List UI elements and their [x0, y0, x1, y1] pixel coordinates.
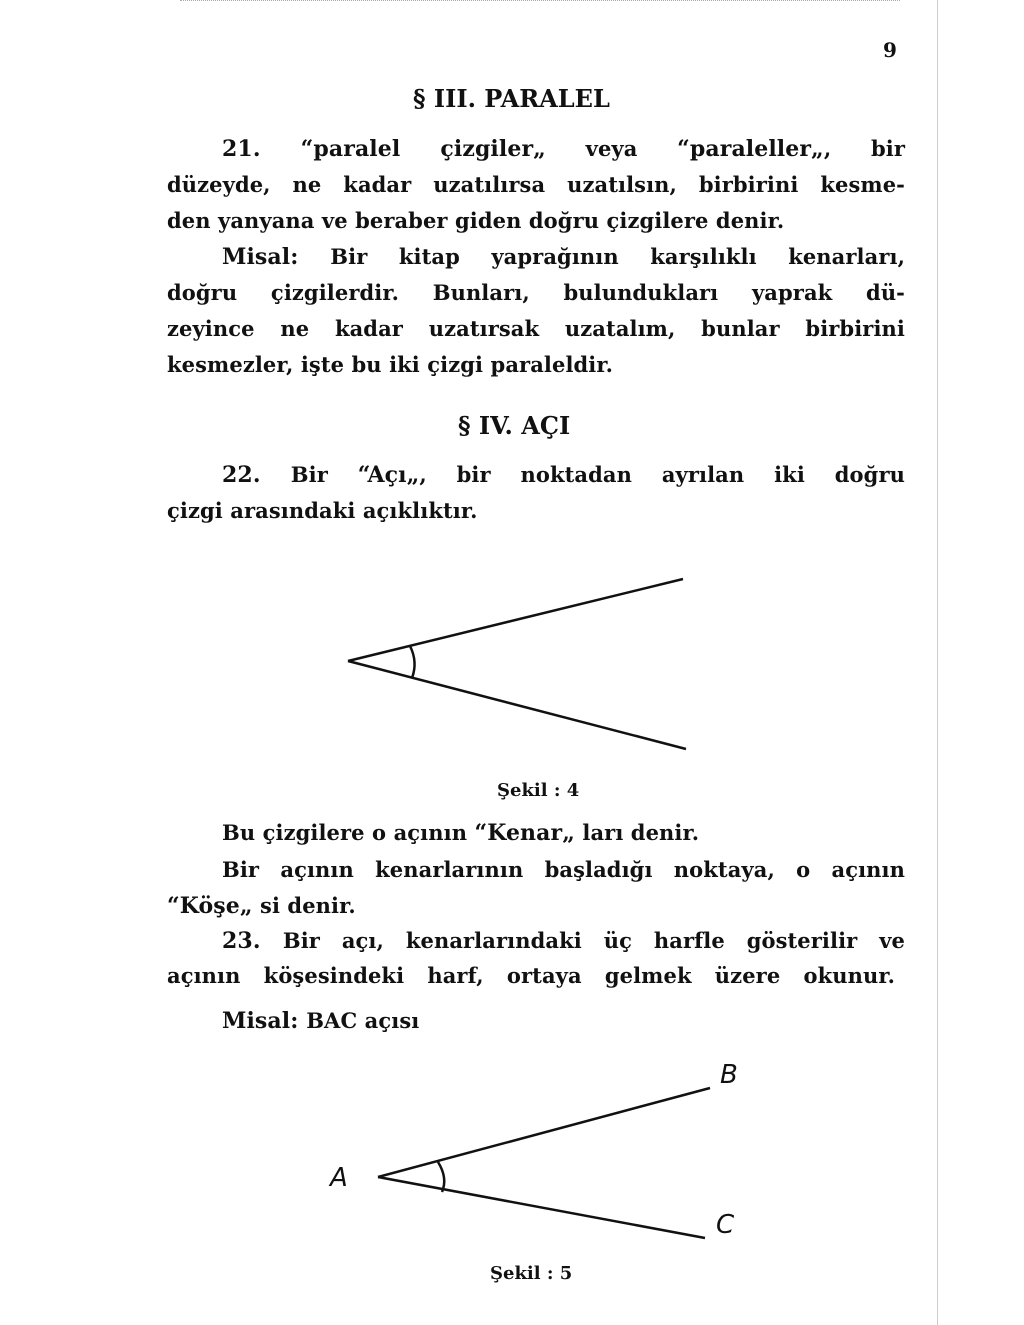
emphasized-term: “Açı„ — [357, 462, 420, 488]
text-segment: zeyince ne kadar uzatırsak uzatalım, bunlar birbirini — [167, 316, 905, 341]
text-segment: kesmezler, işte bu iki çizgi paraleldir. — [167, 352, 614, 377]
point-label-b: B — [720, 1060, 738, 1090]
emphasized-term: “paraleller„ — [677, 136, 824, 162]
emphasized-term: “paralel çizgiler„ — [300, 136, 546, 162]
section-heading-aci: § IV. AÇI — [458, 411, 571, 440]
emphasized-term: “Kenar„ — [474, 820, 575, 846]
text-segment: Bir — [290, 462, 358, 487]
emphasized-term: 23. — [222, 928, 283, 954]
section-heading-paralel: § III. PARALEL — [413, 84, 610, 113]
text-segment: veya — [545, 136, 678, 161]
figure-4-caption: Şekil : 4 — [497, 780, 580, 801]
text-segment: düzeyde, ne kadar uzatılırsa uzatılsın, birbirini kesme- — [167, 172, 905, 197]
text-segment: si denir. — [252, 893, 356, 918]
text-segment: BAC açısı — [306, 1008, 420, 1033]
figure-4-angle — [348, 579, 686, 749]
point-label-a: A — [330, 1163, 348, 1193]
text-segment: , bir noktadan ayrılan iki doğru — [419, 462, 905, 487]
emphasized-term: “Köşe„ — [167, 893, 253, 919]
emphasized-term: Misal: — [222, 1008, 307, 1034]
page-number: 9 — [883, 38, 897, 62]
emphasized-term: 21. — [222, 136, 301, 162]
text-segment: Bir açının kenarlarının başladığı noktaya, o açının — [222, 857, 905, 882]
emphasized-term: Misal: — [222, 244, 331, 270]
text-segment: çizgi arasındaki açıklıktır. — [167, 498, 478, 523]
emphasized-term: 22. — [222, 462, 291, 488]
text-segment: Bu çizgilere o açının — [222, 820, 475, 845]
text-segment: doğru çizgilerdir. Bunları, bulundukları yaprak dü- — [167, 280, 905, 305]
point-label-c: C — [716, 1210, 735, 1240]
figure-5-caption: Şekil : 5 — [490, 1263, 573, 1284]
text-segment: ları denir. — [574, 820, 700, 845]
text-segment: Bir kitap yaprağının karşılıklı kenarları, — [330, 244, 905, 269]
text-segment: den yanyana ve beraber giden doğru çizgilere denir. — [167, 208, 785, 233]
figure-5-angle-bac — [378, 1088, 710, 1238]
text-segment: Bir açı, kenarlarındaki üç harfle gösterilir ve — [282, 928, 905, 953]
text-segment: açının köşesindeki harf, ortaya gelmek üzere okunur. — [167, 963, 895, 988]
text-segment: , bir — [823, 136, 905, 161]
